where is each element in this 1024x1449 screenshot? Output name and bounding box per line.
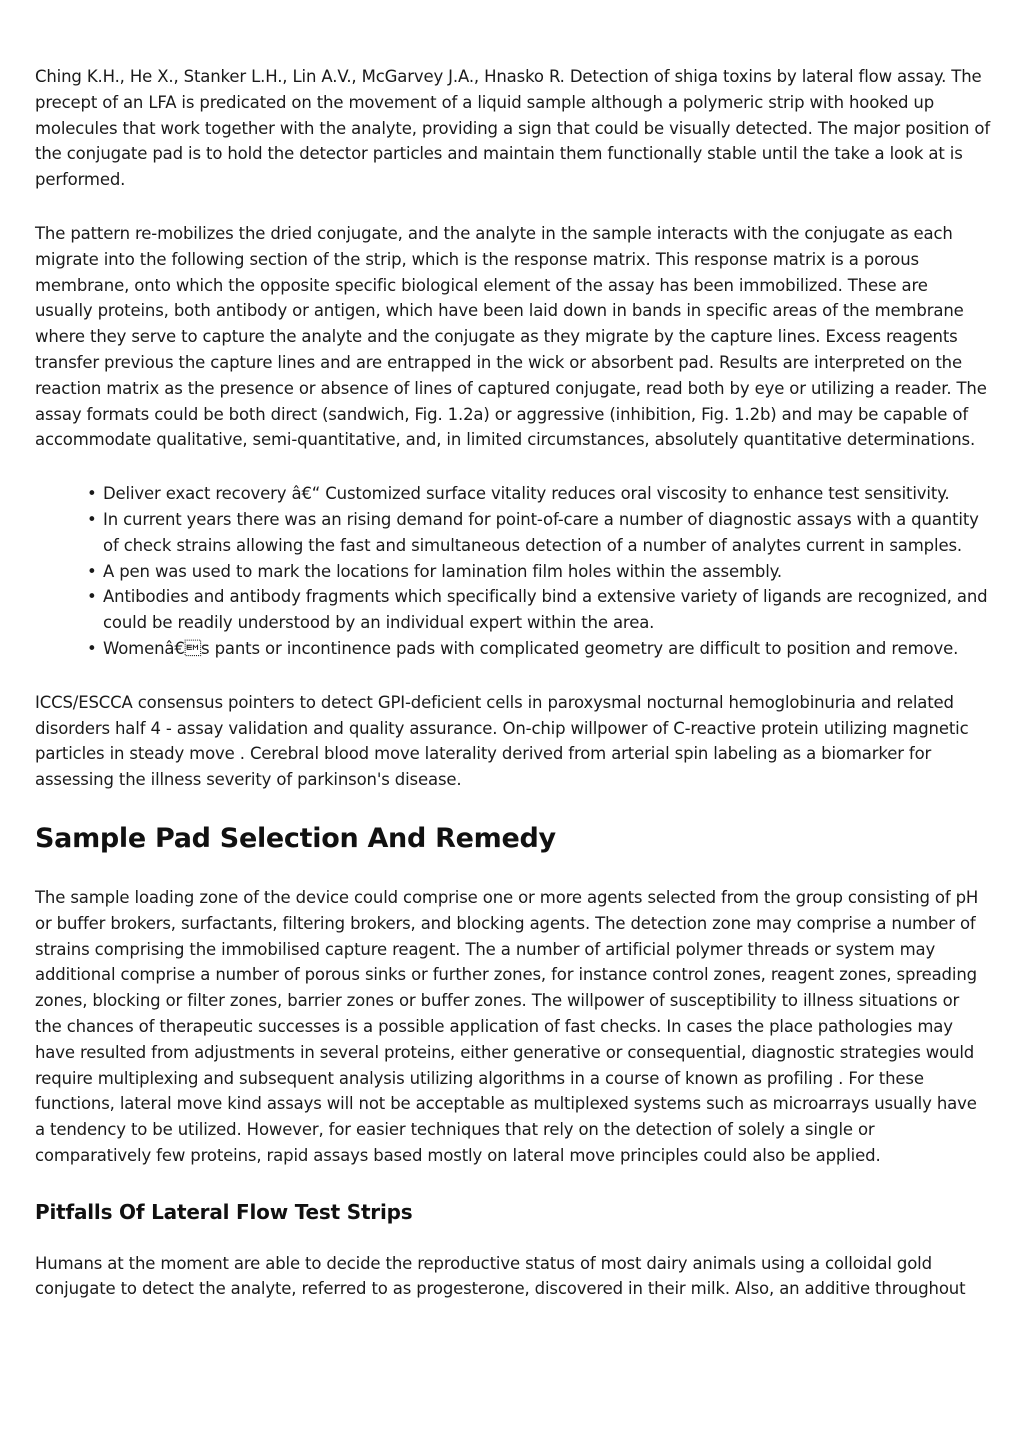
bullet-list xyxy=(35,481,990,662)
paragraph-reproductive-status: Humans at the moment are able to decide the reproductive status of most dairy animals using a colloidal gold conjugate to detect the analyte, referred to as progesterone, discovered in their milk. Also, an additive throughout xyxy=(35,1253,966,1299)
paragraph-response-matrix: The pattern re-mobilizes the dried conjugate, and the analyte in the sample interacts with the conjugate as each migrate into the following section of the strip, which is the response matrix. This response matrix is a porous membrane, onto which the opposite specific biological element of the assay has been immobilized. These are usually proteins, both antibody or antigen, which have been laid down in bands in specific areas of the membrane where they serve to capture the analyte and the conjugate as they migrate by the capture lines. Excess reagents transfer previous the capture lines and are entrapped in the wick or absorbent pad. Results are interpreted on the reaction matrix as the presence or absence of lines of captured conjugate, read both by eye or utilizing a reader. The assay formats could be both direct (sandwich, Fig. 1.2a) or aggressive (inhibition, Fig. 1.2b) and may be capable of accommodate qualitative, semi-quantitative, and, in limited circumstances, absolutely quantitative determinations. xyxy=(35,223,987,450)
paragraph-lfa-intro: Ching K.H., He X., Stanker L.H., Lin A.V., McGarvey J.A., Hnasko R. Detection of shiga toxins by lateral flow assay. The precept of an LFA is predicated on the movement of a liquid sample although a polymeric strip with hooked up molecules that work together with the analyte, providing a sign that could be visually detected. The major position of the conjugate pad is to hold the detector particles and maintain them functionally stable until the take a look at is performed. xyxy=(35,67,991,190)
section-heading-sample-pad: Sample Pad Selection And Remedy xyxy=(35,822,556,854)
list-item: • In current years there was an rising demand for point-of-care a number of diagnostic assays with a quantity of check strains allowing the fast and simultaneous detection of a number of analytes current in samples. xyxy=(103,507,990,559)
paragraph-sample-loading-zone: The sample loading zone of the device could comprise one or more agents selected from the group consisting of pH or buffer brokers, surfactants, filtering brokers, and blocking agents. The detection zone may comprise a number of strains comprising the immobilised capture reagent. The a number of artificial polymer threads or system may additional comprise a number of porous sinks or further zones, for instance control zones, reagent zones, spreading zones, blocking or filter zones, barrier zones or buffer zones. The willpower of susceptibility to illness situations or the chances of therapeutic successes is a possible application of fast checks. In cases the place pathologies may have resulted from adjustments in several proteins, either generative or consequential, diagnostic strategies would require multiplexing and subsequent analysis utilizing algorithms in a course of known as profiling . For these functions, lateral move kind assays will not be acceptable as multiplexed systems such as microarrays usually have a tendency to be utilized. However, for easier techniques that rely on the detection of solely a single or comparatively few proteins, rapid assays based mostly on lateral move principles could also be applied. xyxy=(35,887,979,1165)
list-item: • Deliver exact recovery â€“ Customized surface vitality reduces oral viscosity to enhance test sensitivity. xyxy=(103,481,990,507)
subsection-heading-pitfalls: Pitfalls Of Lateral Flow Test Strips xyxy=(35,1199,413,1224)
list-item: • A pen was used to mark the locations for lamination film holes within the assembly. xyxy=(103,559,990,585)
paragraph-iccs-escca: ICCS/ESCCA consensus pointers to detect GPI-deficient cells in paroxysmal nocturnal hemoglobinuria and related disorders half 4 - assay validation and quality assurance. On-chip willpower of C-reactive protein utilizing magnetic particles in steady move . Cerebral blood move laterality derived from arterial spin labeling as a biomarker for assessing the illness severity of parkinson's disease. xyxy=(35,692,969,790)
list-item: • Womenâ€s pants or incontinence pads with complicated geometry are difficult to position and remove. xyxy=(103,636,990,662)
list-item: • Antibodies and antibody fragments which specifically bind a extensive variety of ligands are recognized, and could be readily understood by an individual expert within the area. xyxy=(103,584,990,636)
